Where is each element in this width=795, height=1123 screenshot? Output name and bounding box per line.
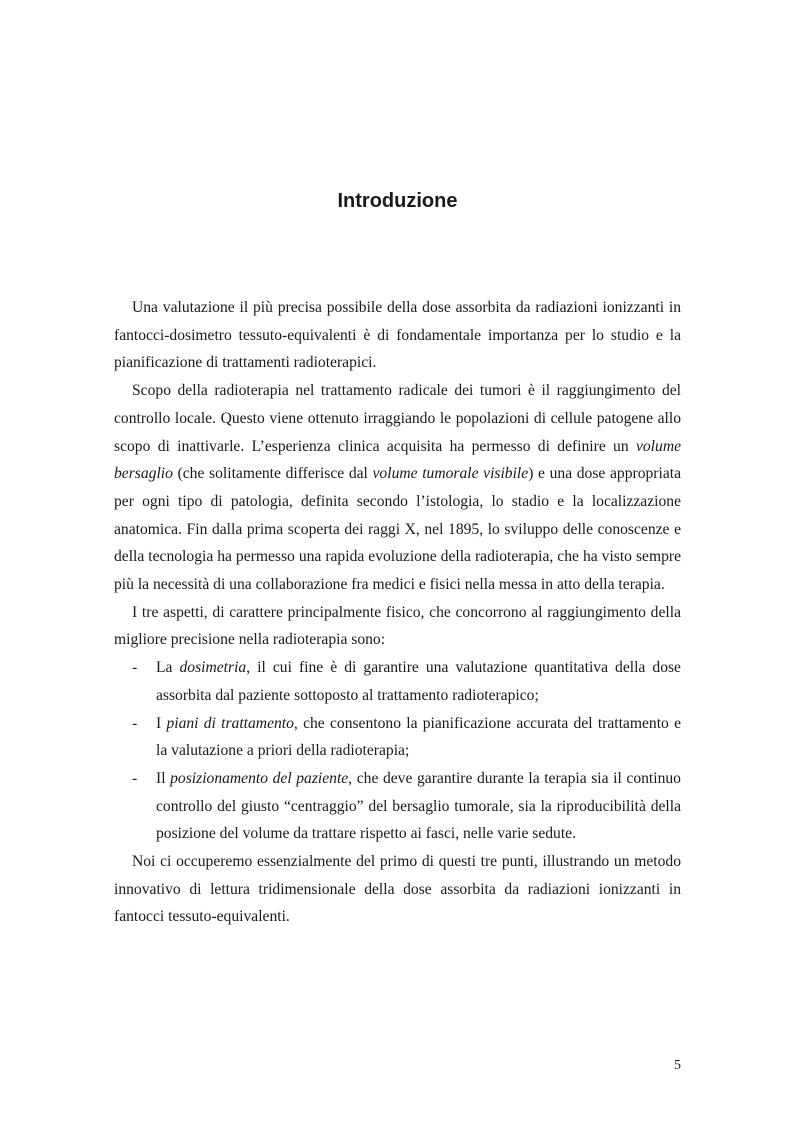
- term-volume-bersaglio: volume bersaglio: [114, 437, 681, 483]
- paragraph-2-text-a: Scopo della radioterapia nel trattamento radicale dei tumori è il raggiungimento del controllo locale. Questo viene ottenuto irraggiando le popolazioni di cellule patogene allo scopo di inattivarle. L’esperienza clinica acquisita ha permesso di definire un: [114, 382, 681, 455]
- list-item-pre: Il: [156, 769, 171, 787]
- aspects-list: [114, 654, 681, 848]
- list-item-post: , che deve garantire durante la terapia sia il continuo controllo del giusto “centraggio” del bersaglio tumorale, sia la riproducibilità della posizione del volume da trattare rispetto ai fasci, nelle varie sedute.: [156, 769, 681, 843]
- list-item: [114, 710, 681, 765]
- term-volume-tumorale-visibile: volume tumorale visibile: [372, 465, 529, 483]
- paragraph-2-text-b: (che solitamente differisce dal: [172, 465, 373, 483]
- list-dash: -: [132, 714, 138, 732]
- page-number: 5: [674, 1058, 681, 1073]
- list-item-term: dosimetria: [179, 659, 247, 677]
- list-dash: -: [132, 659, 138, 677]
- list-item-post: , il cui fine è di garantire una valutazione quantitativa della dose assorbita dal paziente sottoposto al trattamento radioterapico;: [156, 659, 681, 704]
- list-item: [114, 765, 681, 848]
- list-item: [114, 654, 681, 709]
- body-text: [114, 294, 681, 931]
- paragraph-2: [114, 377, 681, 599]
- list-item-pre: La: [156, 659, 180, 677]
- chapter-title: Introduzione: [337, 190, 458, 212]
- paragraph-1: Una valutazione il più precisa possibile della dose assorbita da radiazioni ionizzanti in fantocci-dosimetro tessuto-equivalenti è di fondamentale importanza per lo studio e la pianificazione di trattamenti radioterapici.: [114, 299, 681, 372]
- list-item-pre: I: [156, 714, 167, 732]
- list-item-post: , che consentono la pianificazione accurata del trattamento e la valutazione a priori della radioterapia;: [156, 714, 682, 760]
- paragraph-3: I tre aspetti, di carattere principalmente fisico, che concorrono al raggiungimento della migliore precisione nella radioterapia sono:: [114, 603, 681, 649]
- list-dash: -: [132, 769, 138, 787]
- list-item-term: posizionamento del paziente: [170, 769, 349, 787]
- paragraph-4: Noi ci occuperemo essenzialmente del primo di questi tre punti, illustrando un metodo innovativo di lettura tridimensionale della dose assorbita da radiazioni ionizzanti in fantocci tessuto-equivalenti.: [114, 853, 681, 926]
- list-item-term: piani di trattamento: [166, 714, 294, 732]
- paragraph-2-text-c: ) e una dose appropriata per ogni tipo di patologia, definita secondo l’istologia, lo stadio e la localizzazione anatomica. Fin dalla prima scoperta dei raggi X, nel 1895, lo sviluppo delle conoscenze e della tecnologia ha permesso una rapida evoluzione della radioterapia, che ha visto sempre più la necessità di una collaborazione fra medici e fisici nella messa in atto della terapia.: [114, 465, 681, 594]
